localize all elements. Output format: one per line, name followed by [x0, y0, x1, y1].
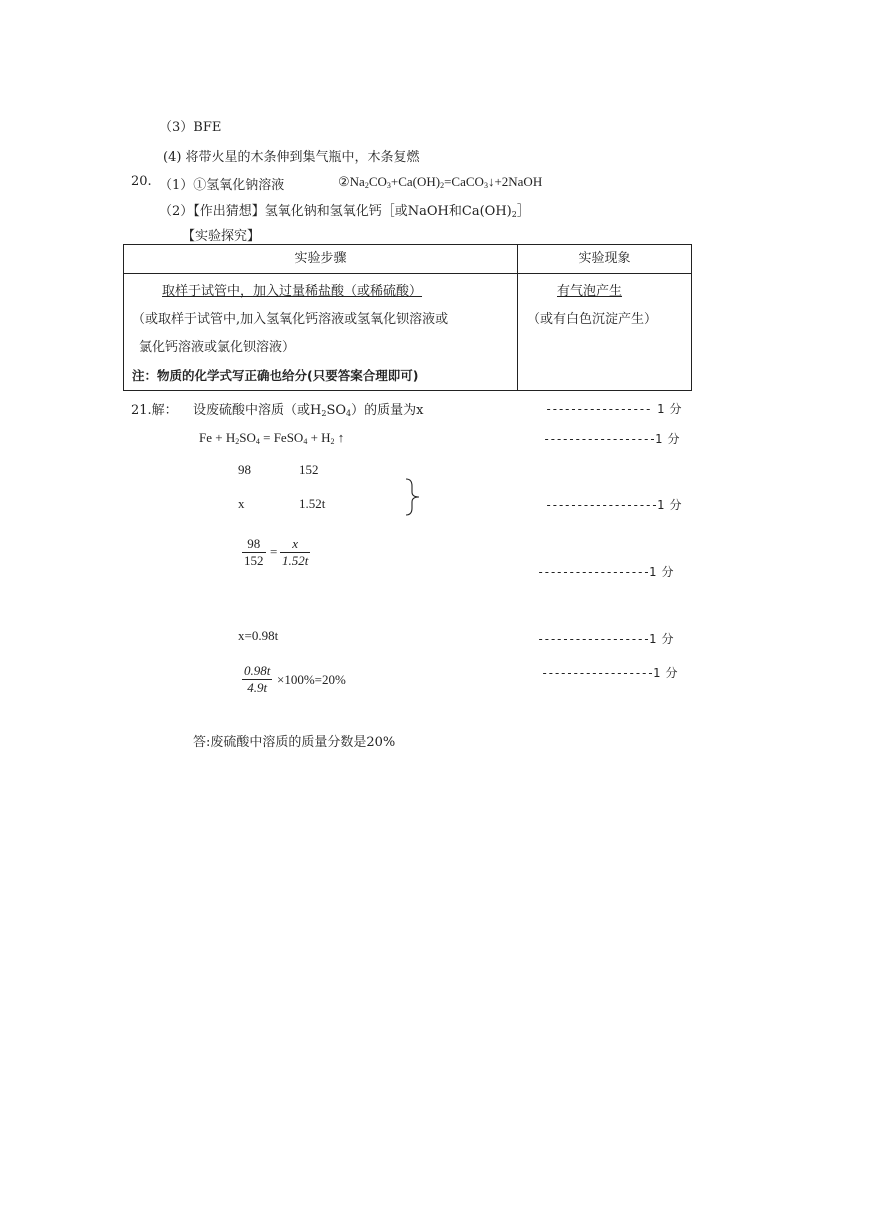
q20-part2-hypothesis: （2）【作出猜想】氢氧化钠和氢氧化钙［或NaOH和$Ca(OH)_2]$ [159, 204, 530, 219]
result-x: x=0.98t [238, 628, 279, 643]
step-alternative-line2: 氯化钙溶液或氯化钡溶液） [139, 340, 296, 355]
q21-answer: 答:废硫酸中溶质的质量分数是20% [193, 735, 396, 750]
q19-part4: (4) 将带火星的木条伸到集气瓶中，木条复燃 [163, 150, 420, 165]
q19-part3: （3）BFE [159, 120, 222, 135]
step-primary: 取样于试管中，加入过量稀盐酸（或稀硫酸） [162, 284, 423, 299]
table-header-phenomenon: 实验现象 [518, 245, 692, 274]
percentage-result: ×100%=20% [277, 672, 346, 687]
q21-reaction-equation: $Fe + H_2SO_4$ = FeSO$_4$ + $H_2$ ↑ [199, 430, 345, 446]
unknown-mass-x: x [238, 496, 245, 511]
fraction-098t-over-49t: $\frac{0.98t}{4.9t}$ [244, 663, 271, 695]
step-alternative-line1: （或取样于试管中,加入氢氧化钙溶液或氢氧化钡溶液或 [132, 312, 449, 327]
table-header-row [124, 245, 692, 274]
score-mark-2: ------------------1 分 [543, 432, 679, 446]
experiment-table [123, 244, 692, 391]
q21-let-statement: 设废硫酸中溶质（或$H_2SO_4$）的质量为x [193, 403, 424, 418]
table-header-step: 实验步骤 [124, 245, 518, 274]
score-mark-6: ------------------1 分 [541, 666, 677, 680]
right-brace-icon [402, 478, 424, 516]
q20-explore-heading: 【实验探究】 [182, 229, 261, 244]
known-mass-feso4: 1.52t [299, 496, 326, 511]
fraction-x-over-152t: $\frac{x}{1.52t}$ [282, 536, 309, 568]
q20-part1-equation: $②Na_2CO_3+Ca(OH)_2=CaCO_3↓+2NaOH$ [338, 174, 543, 190]
phenomenon-alternative: （或有白色沉淀产生） [527, 312, 658, 327]
q20-number: 20. [131, 174, 152, 189]
table-cell-steps [124, 274, 518, 391]
table-note: 注：物质的化学式写正确也给分(只要答案合理即可) [132, 368, 419, 383]
molar-mass-h2so4: 98 [238, 462, 251, 477]
score-mark-5: ------------------1 分 [537, 632, 673, 646]
score-mark-4: ------------------1 分 [537, 565, 673, 579]
proportion-equals: = [270, 544, 278, 559]
table-cell-phenomenon [518, 274, 692, 391]
molar-mass-feso4: 152 [299, 462, 319, 477]
phenomenon-primary: 有气泡产生 [557, 284, 623, 299]
q20-part1-label: （1）①氢氧化钠溶液 [159, 178, 285, 193]
table-row [124, 274, 692, 391]
q21-number: 21.解： [131, 403, 178, 418]
score-mark-1: ----------------- 1 分 [545, 402, 681, 416]
score-mark-3: ------------------1 分 [545, 498, 681, 512]
fraction-98-over-152: $\frac{98}{152}$ [244, 536, 264, 568]
